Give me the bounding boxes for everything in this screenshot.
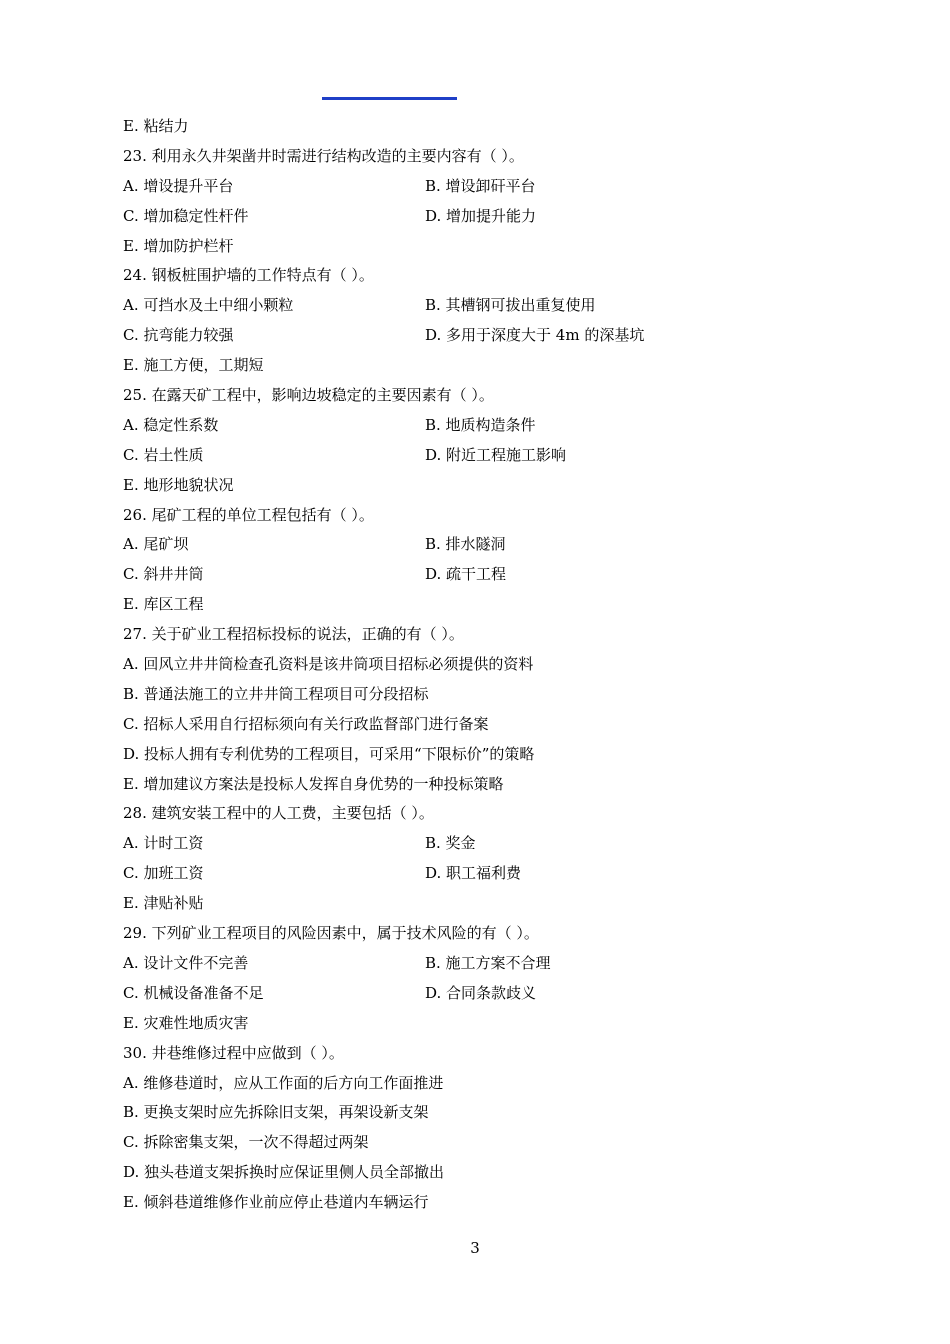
question-25-option-c: C. 岩土性质 [123, 445, 204, 464]
question-26-option-b: B. 排水隧洞 [425, 535, 506, 554]
question-23-option-e: E. 增加防护栏杆 [123, 236, 234, 255]
question-25-option-a: A. 稳定性系数 [123, 415, 219, 434]
question-28-option-d: D. 职工福利费 [425, 864, 522, 883]
question-25-stem: 25. 在露天矿工程中，影响边坡稳定的主要因素有（ ）。 [123, 386, 494, 405]
question-29-stem: 29. 下列矿业工程项目的风险因素中，属于技术风险的有（ ）。 [123, 924, 539, 943]
question-26-option-a: A. 尾矿坝 [123, 535, 189, 554]
question-28-option-e: E. 津贴补贴 [123, 894, 204, 913]
question-27-stem: 27. 关于矿业工程招标投标的说法，正确的有（ ）。 [123, 625, 464, 644]
question-26-option-c: C. 斜井井筒 [123, 565, 204, 584]
question-27-option-a: A. 回风立井井筒检查孔资料是该井筒项目招标必须提供的资料 [123, 655, 534, 674]
question-29-option-b: B. 施工方案不合理 [425, 953, 551, 972]
question-26-stem: 26. 尾矿工程的单位工程包括有（ ）。 [123, 505, 374, 524]
question-24-option-c: C. 抗弯能力较强 [123, 326, 234, 345]
question-25-row-ab [123, 411, 843, 441]
question-24-option-a: A. 可挡水及土中细小颗粒 [123, 296, 294, 315]
question-24-row-ab [123, 291, 843, 321]
question-30-option-a: A. 维修巷道时，应从工作面的后方向工作面推进 [123, 1073, 444, 1092]
top-rule [322, 97, 457, 100]
question-30-stem: 30. 井巷维修过程中应做到（ ）。 [123, 1043, 344, 1062]
question-24-option-d: D. 多用于深度大于 4m 的深基坑 [425, 326, 645, 345]
question-30-option-c: C. 拆除密集支架，一次不得超过两架 [123, 1133, 369, 1152]
question-26-row-cd [123, 560, 843, 590]
question-24-option-b: B. 其槽钢可拔出重复使用 [425, 296, 596, 315]
question-23-row-cd [123, 202, 843, 232]
question-23-option-d: D. 增加提升能力 [425, 206, 537, 225]
question-25-option-d: D. 附近工程施工影响 [425, 445, 567, 464]
question-23-option-a: A. 增设提升平台 [123, 176, 234, 195]
question-30-option-e: E. 倾斜巷道维修作业前应停止巷道内车辆运行 [123, 1193, 429, 1212]
question-24-row-cd [123, 321, 843, 351]
question-29-option-e: E. 灾难性地质灾害 [123, 1013, 249, 1032]
question-26-option-e: E. 库区工程 [123, 595, 204, 614]
question-30-option-d: D. 独头巷道支架拆换时应保证里侧人员全部撤出 [123, 1163, 445, 1182]
question-28-stem: 28. 建筑安装工程中的人工费，主要包括（ ）。 [123, 804, 434, 823]
question-29-option-d: D. 合同条款歧义 [425, 983, 537, 1002]
question-28-option-c: C. 加班工资 [123, 864, 204, 883]
question-24-stem: 24. 钢板桩围护墙的工作特点有（ ）。 [123, 266, 374, 285]
question-26-option-d: D. 疏干工程 [425, 565, 507, 584]
question-list [123, 112, 843, 1218]
question-28-row-ab [123, 829, 843, 859]
question-25-option-b: B. 地质构造条件 [425, 415, 536, 434]
question-26-row-ab [123, 530, 843, 560]
lead-option-e: E. 粘结力 [123, 117, 189, 135]
question-29-option-a: A. 设计文件不完善 [123, 953, 249, 972]
question-29-option-c: C. 机械设备准备不足 [123, 983, 264, 1002]
question-23-option-c: C. 增加稳定性杆件 [123, 206, 249, 225]
question-28-row-cd [123, 859, 843, 889]
question-23-stem: 23. 利用永久井架凿井时需进行结构改造的主要内容有（ ）。 [123, 146, 524, 165]
question-27-option-d: D. 投标人拥有专利优势的工程项目，可采用“下限标价”的策略 [123, 744, 535, 763]
question-27-option-e: E. 增加建议方案法是投标人发挥自身优势的一种投标策略 [123, 774, 504, 793]
question-28-option-b: B. 奖金 [425, 834, 476, 853]
question-29-row-ab [123, 949, 843, 979]
question-23-option-b: B. 增设卸矸平台 [425, 176, 536, 195]
question-27-option-c: C. 招标人采用自行招标须向有关行政监督部门进行备案 [123, 714, 489, 733]
page-number: 3 [470, 1239, 480, 1257]
question-25-row-cd [123, 441, 843, 471]
question-27-option-b: B. 普通法施工的立井井筒工程项目可分段招标 [123, 684, 429, 703]
question-23-row-ab [123, 172, 843, 202]
question-29-row-cd [123, 979, 843, 1009]
question-24-option-e: E. 施工方便，工期短 [123, 356, 264, 375]
question-25-option-e: E. 地形地貌状况 [123, 475, 234, 494]
question-28-option-a: A. 计时工资 [123, 834, 204, 853]
question-30-option-b: B. 更换支架时应先拆除旧支架，再架设新支架 [123, 1103, 429, 1122]
